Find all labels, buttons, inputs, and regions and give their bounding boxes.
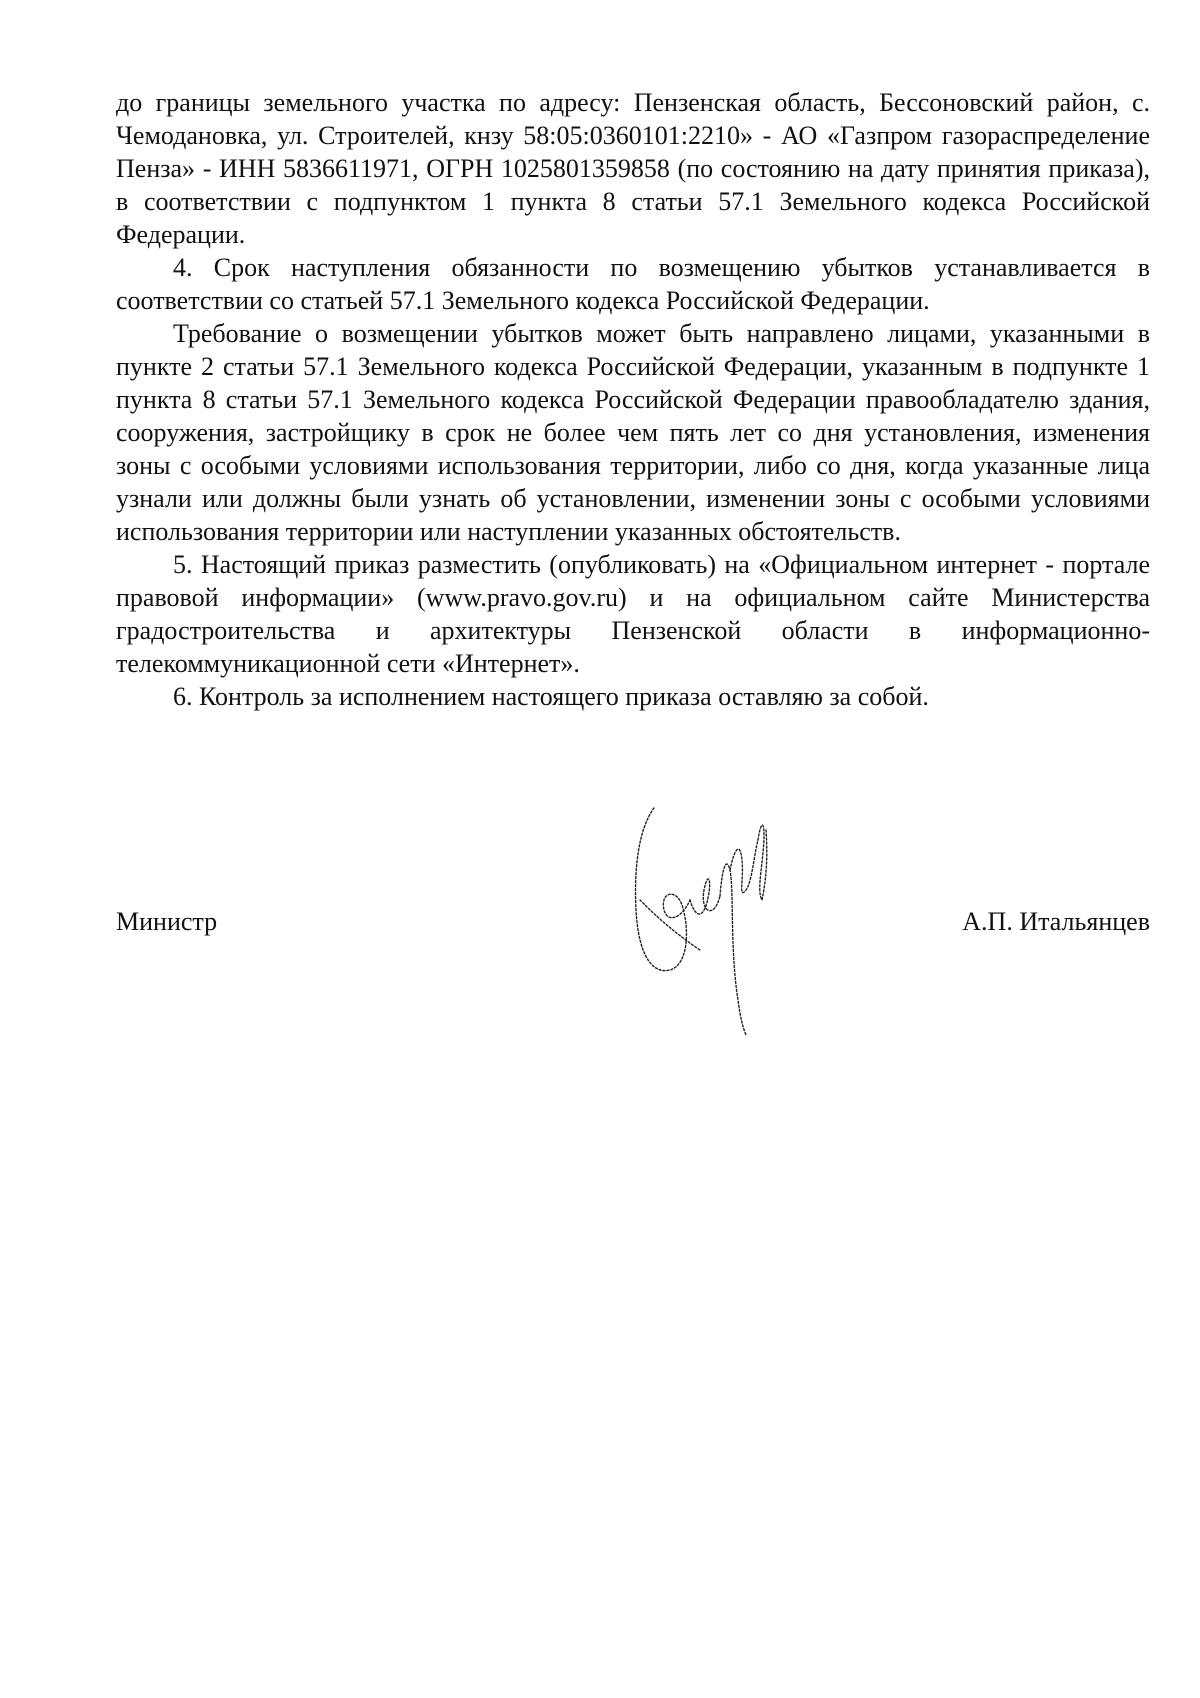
paragraph-continuation: до границы земельного участка по адресу: Пензенская область, Бессоновский район, с. Чемодановка, ул. Строителей, кнзу 58:05:0360101:2210» - АО «Газпром газораспределение Пенза» - ИНН 5836611971, ОГРН 1025801359858 (по состоянию на дату принятия приказа), в соответствии с подпунктом 1 пункта 8 статьи 57.1 Земельного кодекса Российской Федерации. [116, 88, 1150, 249]
paragraph-requirement: Требование о возмещении убытков может быть направлено лицами, указанными в пункте 2 статьи 57.1 Земельного кодекса Российской Федерации, указанным в подпункте 1 пункта 8 статьи 57.1 Земельного кодекса Российской Федерации правообладателю здания, сооружения, застройщику в срок не более чем пять лет со дня установления, изменения зоны с особыми условиями использования территории, либо со дня, когда указанные лица узнали или должны были узнать об установлении, изменении зоны с особыми условиями использования территории или наступлении указанных обстоятельств. [116, 319, 1150, 546]
document-body [116, 86, 1150, 713]
signature-block [116, 905, 1150, 945]
signer-name: А.П. Итальянцев [962, 907, 1150, 936]
paragraph-item-6: 6. Контроль за исполнением настоящего приказа оставляю за собой. [173, 682, 929, 711]
paragraph-item-5: 5. Настоящий приказ разместить (опубликовать) на «Официальном интернет - портале правовой информации» (www.pravo.gov.ru) и на официальном сайте Министерства градостроительства и архитектуры Пензенской области в информационно-телекоммуникационной сети «Интернет». [116, 550, 1150, 678]
signer-title: Министр [116, 907, 218, 936]
paragraph-item-4: 4. Срок наступления обязанности по возмещению убытков устанавливается в соответствии со статьей 57.1 Земельного кодекса Российской Федерации. [116, 253, 1150, 315]
